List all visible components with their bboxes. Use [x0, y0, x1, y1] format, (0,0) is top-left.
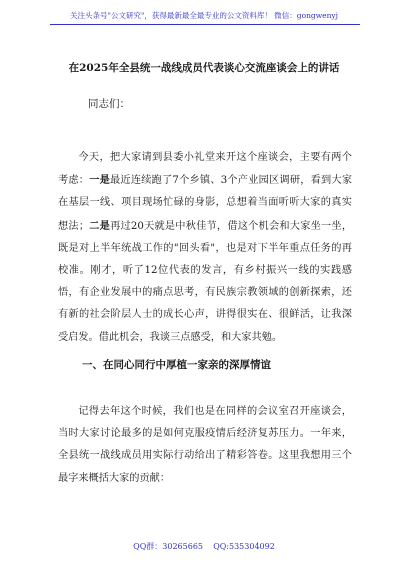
section-heading-1: 一、在同心同行中厚植一家亲的深厚情谊 [82, 359, 271, 371]
header-promo-note: 关注头条号"公文研究"，获得最新最全最专业的公文资料库！ 微信：gongwenyj [70, 11, 338, 20]
body-paragraph-1 [58, 147, 352, 349]
paragraph-lead: 今天，把大家请到县委小礼堂来开这个座谈会，主要有两个考虑： [58, 152, 352, 187]
first-point-text: 最近连续跑了7个乡镇、3个产业园区调研，看到大家在基层一线、项目现场忙碌的身影，总想着当面听听大家的真实想法； [58, 175, 353, 232]
second-point-text: 再过20天就是中秋佳节，借这个机会和大家坐一坐，既是对上半年统战工作的"回头看"，也是对下半年重点任务的再校准。刚才，听了12位代表的发言，有乡村振兴一线的实践感悟，有企业发展中的痛点思考，有民族宗教领域的创新探索，还有新的社会阶层人士的成长心声，讲得很实在、很鲜活，让我深受启发。借此机会，我谈三点感受，和大家共勉。 [58, 220, 353, 343]
footer-contact-note [0, 541, 408, 552]
footer-qq-group: QQ群：30265665 [133, 542, 204, 551]
body-paragraph-2: 记得去年这个时候，我们也是在同样的会议室召开座谈会，当时大家讨论最多的是如何克服疫情后经济复苏压力。一年来，全县统一战线成员用实际行动给出了精彩答卷。这里我想用三个最字来概括大家的贡献： [58, 406, 352, 484]
first-point-marker: 一是 [89, 174, 111, 187]
header-divider [50, 24, 360, 25]
document-title: 在2025年全县统一战线成员代表谈心交流座谈会上的讲话 [68, 62, 340, 74]
footer-qq-number: QQ:535304092 [213, 542, 275, 551]
second-point-marker: 二是 [89, 219, 111, 232]
salutation: 同志们： [88, 98, 130, 110]
